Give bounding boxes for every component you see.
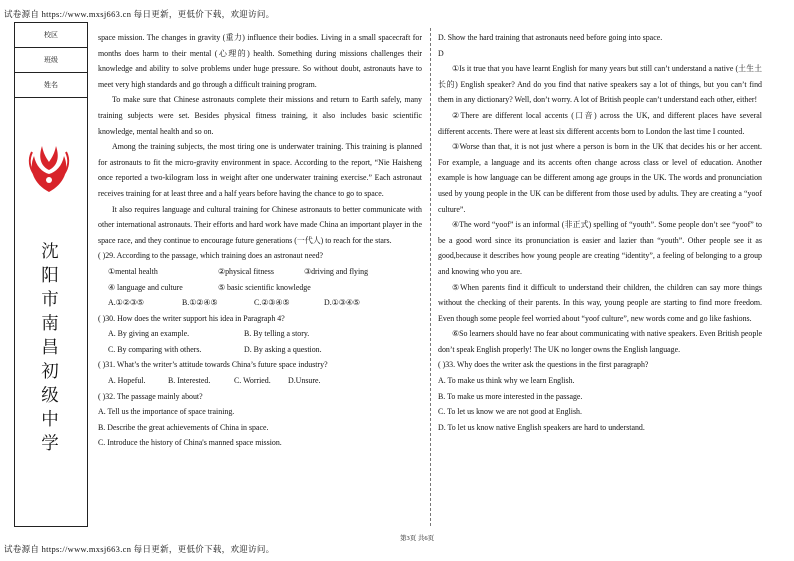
left-column (98, 30, 422, 451)
question-29-items-row (98, 280, 422, 296)
q33-choice: D. To let us know native English speakers are hard to understand. (438, 422, 645, 432)
question-29-items-row (98, 264, 422, 280)
passage-paragraph: ②There are different local accents (口音) across the UK, and different places have several different accents. There were at least six different accents born to London the last time I counted. (438, 110, 762, 136)
passage-paragraph: ⑤When parents find it difficult to understand their children, the children can say more things without the checking of their parents. In this way, young people are starting to find more freedom. Even though some people feel worried about “yoof culture”, new words come and go like fashions. (438, 282, 762, 323)
q31-choice: C. Worried. (234, 376, 271, 386)
question-32-stem: ( )32. The passage mainly about? (98, 391, 203, 401)
section-title: D (438, 48, 444, 58)
q29-item: ⑤ basic scientific knowledge (218, 282, 311, 292)
school-char: 沈 (41, 242, 59, 262)
school-logo-icon (24, 140, 74, 196)
right-column (438, 30, 762, 435)
question-31-stem: ( )31. What’s the writer’s attitude towards China’s future space industry? (98, 360, 328, 370)
passage-paragraph: space mission. The changes in gravity (重力) influence their bodies. Living in a small spacecraft for months does harm to their mental (心理的) health. Something during missions challenges their knowledge and ability to solve problems under huge pressure. So without doubt, astronauts have to meet very high standards and go through a difficult training program. (98, 33, 422, 89)
passage-paragraph: ⑥So learners should have no fear about communicating with native speakers. Even British people don’t speak English properly! The UK no longer owns the English language. (438, 329, 762, 354)
q29-choice: B.①②④⑤ (182, 298, 218, 308)
page-number: 第3页 共6页 (400, 535, 435, 542)
passage-paragraph: ③Worse than that, it is not just where a person is born in the UK that decides his or her accent. For example, a language and its accents often change across class or level of education. Another example is how language can be different among age groups in the UK. The words and pronunciation used by young people in the UK can be different from those used by adults. They are creating a “yoof culture”. (438, 142, 762, 214)
q32-choice: A. Tell us the importance of space training. (98, 407, 235, 417)
q33-choice: B. To make us more interested in the passage. (438, 391, 583, 401)
column-divider (430, 28, 431, 526)
school-char: 市 (41, 290, 59, 310)
passage-paragraph: ①Is it true that you have learnt English for many years but still can’t understand a native (土生土长的) English speaker? And do you find that native speakers say a lot of things, but you can’t find them in any dictionary? Well, don’t worry. A lot of British people can’t understand each other, either! (438, 64, 762, 105)
q29-item: ②physical fitness (218, 266, 274, 276)
passage-paragraph: To make sure that Chinese astronauts complete their missions and return to Earth safely, many training subjects were set. Besides physical fitness training, it also includes basic scientific knowledge, mental health and so on. (98, 95, 422, 136)
passage-paragraph: ④The word “yoof” is an informal (非正式) spelling of “youth”. Some people don’t see “yoof” to be a good word since its pronunciation is easier and lazier than “youth”. Other people see it as good,because it describes how young people are creating “identity”, a feeling of belonging to a group and knowing who you are. (438, 220, 762, 276)
q30-choice: B. By telling a story. (244, 329, 310, 339)
school-char: 昌 (41, 338, 59, 358)
school-char: 南 (41, 314, 59, 334)
page-header: 试卷源自 https://www.mxsj663.cn 每日更新，更低价下载，欢迎访问。 (4, 9, 275, 19)
q29-item: ④ language and culture (108, 282, 183, 292)
question-30-stem: ( )30. How does the writer support his idea in Paragraph 4? (98, 313, 285, 323)
question-30-choices (98, 326, 422, 342)
school-char: 中 (41, 410, 59, 430)
name-field: 姓名 (15, 73, 87, 98)
campus-field: 校区 (15, 23, 87, 48)
q29-choice: C.②③④⑤ (254, 298, 290, 308)
q30-choice: D. By asking a question. (244, 344, 322, 354)
q29-item: ①mental health (108, 266, 158, 276)
q32-choice: C. Introduce the history of China's manned space mission. (98, 438, 282, 448)
q29-choice: D.①③④⑤ (324, 298, 360, 308)
question-30-choices (98, 342, 422, 358)
school-name-vertical (40, 240, 60, 456)
passage-paragraph: Among the training subjects, the most tiring one is underwater training. This training is planned for astronauts to fit the micro-gravity environment in space. According to the report, “Nie Haisheng once reported a two-kilogram loss in weight after one underwater training exercise.” Each astronaut receives training for at least three and a half years before having the chance to go to space. (98, 142, 422, 198)
question-29-choices (98, 295, 422, 311)
q31-choice: D.Unsure. (288, 376, 321, 386)
question-31-choices (98, 373, 422, 389)
q30-choice: C. By comparing with others. (108, 344, 202, 354)
q29-item: ③driving and flying (304, 266, 369, 276)
passage-paragraph: It also requires language and cultural training for Chinese astronauts to better communicate with other international astronauts. Their efforts and hard work have made China an important player in the space race, and they continue to encourage future generations (一代人) to reach for the stars. (98, 204, 422, 245)
school-char: 级 (41, 386, 59, 406)
school-char: 阳 (41, 266, 59, 286)
q31-choice: A. Hopeful. (108, 376, 146, 386)
question-33-stem: ( )33. Why does the writer ask the questions in the first paragraph? (438, 360, 649, 370)
q31-choice: B. Interested. (168, 376, 211, 386)
school-char: 初 (41, 362, 59, 382)
school-char: 学 (41, 434, 59, 454)
class-field: 班级 (15, 48, 87, 73)
q32-choice: D. Show the hard training that astronauts need before going into space. (438, 33, 663, 42)
q29-choice: A.①②③⑤ (108, 298, 144, 308)
q32-choice: B. Describe the great achievements of China in space. (98, 422, 269, 432)
page-footer: 试卷源自 https://www.mxsj663.cn 每日更新，更低价下载，欢迎访问。 (4, 544, 275, 554)
q33-choice: A. To make us think why we learn English. (438, 376, 575, 386)
question-29-stem: ( )29. According to the passage, which training does an astronaut need? (98, 251, 324, 261)
q33-choice: C. To let us know we are not good at English. (438, 407, 582, 417)
q30-choice: A. By giving an example. (108, 329, 190, 339)
